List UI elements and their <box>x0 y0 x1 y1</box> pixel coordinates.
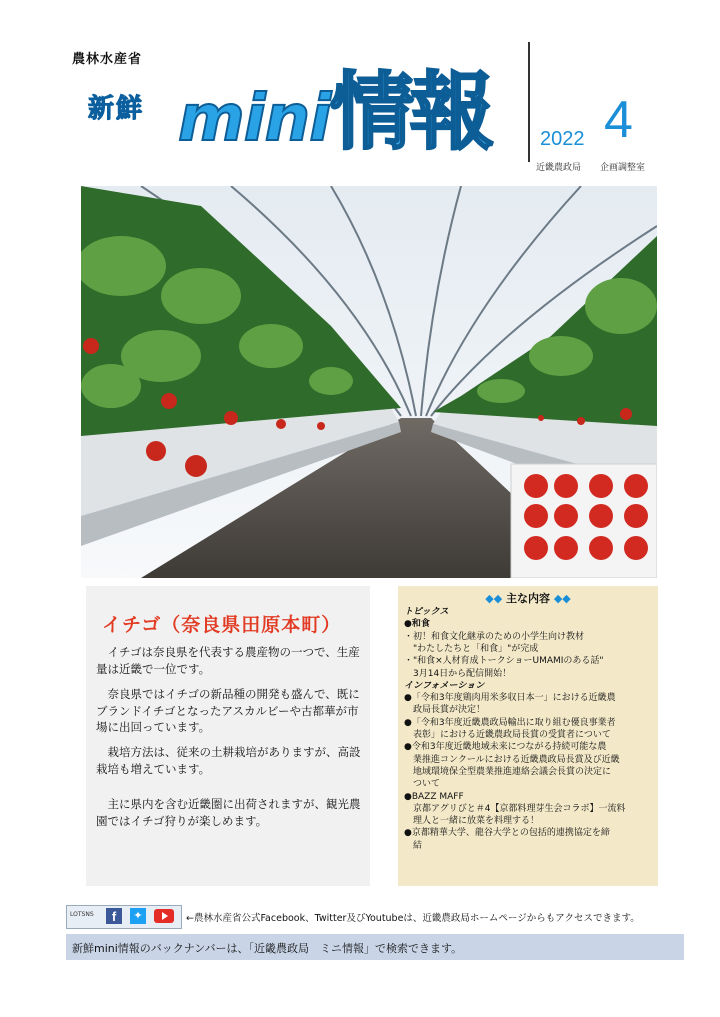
bureau-name: 近畿農政局 <box>536 163 582 173</box>
sns-text: ←農林水産省公式Facebook、Twitter及びYoutubeは、近畿農政局ホームページからもアクセスできます。 <box>186 913 640 924</box>
contents-line: ●令和3年度近畿地域未来につながる持続可能な農 <box>404 742 607 753</box>
header-divider <box>528 42 530 162</box>
contents-line: ●京都精華大学、龍谷大学との包括的連携協定を締 <box>404 828 610 839</box>
division-name: 企画調整室 <box>600 163 646 173</box>
contents-heading <box>398 590 658 606</box>
contents-line: インフォメーション <box>404 680 485 691</box>
article-paragraph: 栽培方法は、従来の土耕栽培がありますが、高設栽培も増えています。 <box>96 745 361 776</box>
issue-month: 4 <box>604 91 633 149</box>
article-title: イチゴ（奈良県田原本町） <box>102 614 342 636</box>
contents-line: 業推進コンクールにおける近畿農政局長賞及び近畿 <box>404 754 620 765</box>
sns-label: LOTSNS <box>70 911 94 918</box>
article-paragraph: イチゴは奈良県を代表する農産物の一つで、生産量は近畿で一位です。 <box>96 645 360 676</box>
contents-line: ・初！和食文化継承のための小学生向け教材 <box>404 631 585 642</box>
contents-line: 地域環境保全型農業推進連絡会議会長賞の決定に <box>404 766 612 777</box>
article-paragraph: 主に県内を含む近畿圏に出荷されますが、観光農園ではイチゴ狩りが楽しめます。 <box>96 797 361 828</box>
strawberry-greenhouse-photo <box>81 186 657 578</box>
contents-line: ●BAZZ MAFF <box>404 791 464 802</box>
contents-line: 結 <box>404 840 423 851</box>
contents-line: 3月14日から配信開始！ <box>404 668 512 679</box>
facebook-icon[interactable]: f <box>106 908 122 924</box>
masthead-mini: mini <box>178 82 331 156</box>
contents-heading-label: 主な内容 <box>506 592 550 605</box>
ministry-name: 農林水産省 <box>72 52 143 67</box>
contents-line: ●「令和3年度近畿農政局輸出に取り組む優良事業者 <box>404 717 616 728</box>
backnumber-text: 新鮮mini情報のバックナンバーは、「近畿農政局 ミニ情報」で検索できます。 <box>72 942 463 955</box>
issue-year: 2022 <box>540 128 585 150</box>
diamond-marks-right: ◆◆ <box>553 592 571 605</box>
contents-line: ついて <box>404 779 441 790</box>
contents-line: 表彰」における近畿農政局長賞の受賞者について <box>404 730 611 740</box>
contents-line: "わたしたちと「和食」"が完成 <box>404 643 539 654</box>
contents-line: ・"和食×人材育成トークショーUMAMIのある話" <box>404 656 604 667</box>
youtube-icon[interactable] <box>154 909 174 923</box>
article-paragraph: 奈良県ではイチゴの新品種の開発も盛んで、既にブランドイチゴとなったアスカルビーや古都華が市場に出回っています。 <box>96 687 360 734</box>
contents-line: 理人と一緒に放菜を料理する！ <box>404 816 540 827</box>
masthead-shinsen: 新鮮 <box>88 94 145 124</box>
masthead-joho: 情報 <box>330 63 491 161</box>
twitter-icon[interactable]: ✦ <box>130 908 146 924</box>
contents-line: 京都アグリびと＃4【京都料理芽生会コラボ】一流料 <box>404 803 626 814</box>
contents-line: トピックス <box>404 607 449 617</box>
contents-line: 政局長賞が決定！ <box>404 705 486 716</box>
contents-line: ●和食 <box>404 619 430 630</box>
contents-line: ●「令和3年度鶏肉用米多収日本一」における近畿農 <box>404 693 616 704</box>
diamond-marks-left: ◆◆ <box>485 592 503 605</box>
